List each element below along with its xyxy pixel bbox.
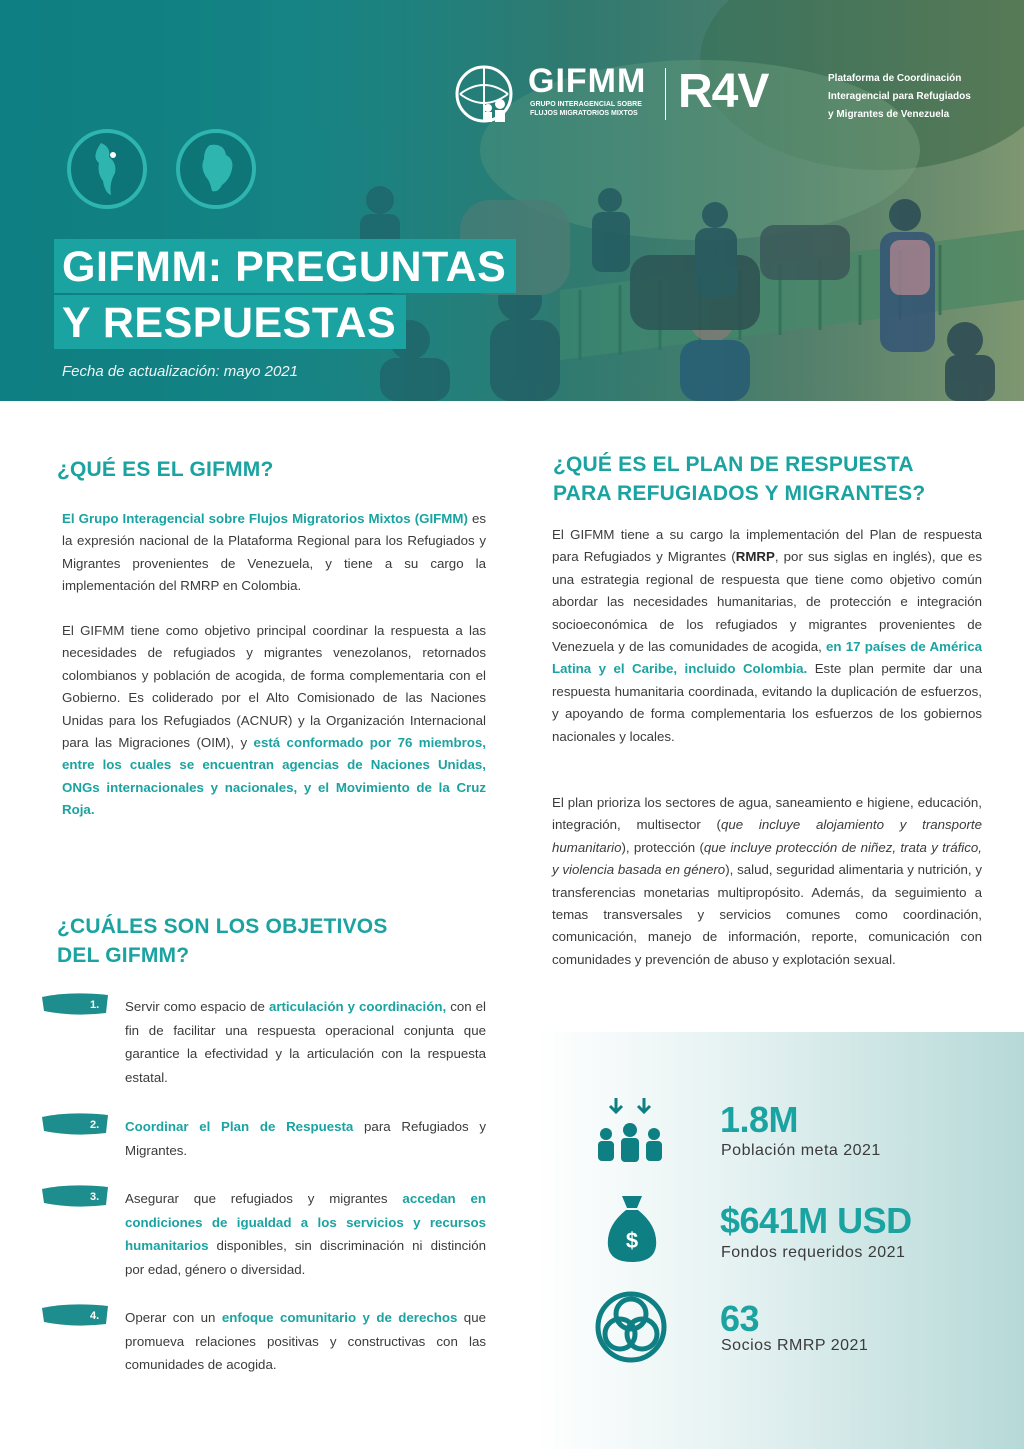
brush-stroke-marker bbox=[40, 1302, 110, 1328]
r4v-subtitle-line: Plataforma de Coordinación bbox=[828, 73, 962, 84]
objective-text bbox=[125, 995, 486, 1089]
highlight-text: accedan en condiciones de igualdad a los servicios y recursos humanitarios bbox=[125, 1191, 486, 1254]
stat-value-poblacion: 1.8M bbox=[720, 1099, 799, 1140]
money-bag-icon bbox=[602, 1192, 662, 1264]
r4v-logo-subtitle bbox=[828, 70, 988, 124]
page-title-line-2: Y RESPUESTAS bbox=[54, 295, 406, 349]
update-date: Fecha de actualización: mayo 2021 bbox=[62, 363, 298, 380]
body-text: Servir como espacio de bbox=[125, 999, 269, 1014]
body-text: El GIFMM tiene como objetivo principal coordinar la respuesta a las necesidades de refugiados y migrantes venezolanos, retornados colombianos y población de acogida, de forma complementaria con el Gobierno. Es coliderado por el Alto Comisionado de las Naciones Unidas para los Refugiados (ACNUR) y la Organización Internacional para las Migraciones (OIM), y bbox=[62, 623, 486, 751]
body-text: disponibles, sin discriminación ni distinción por edad, género o diversidad. bbox=[125, 1238, 486, 1277]
objective-text bbox=[125, 1306, 486, 1377]
brush-stroke-marker bbox=[40, 991, 110, 1017]
body-text: con el fin de facilitar una respuesta operacional conjunta que garantice la efectividad y la articulación con la respuesta estatal. bbox=[125, 999, 487, 1085]
section-title-line: DEL GIFMM? bbox=[57, 944, 190, 967]
hero-banner bbox=[0, 0, 1024, 401]
colombia-map-icon bbox=[176, 129, 256, 209]
gifmm-globe-people-icon bbox=[450, 64, 522, 124]
objective-text bbox=[125, 1115, 486, 1162]
section-title-objetivos bbox=[57, 912, 388, 970]
stat-value-socios: 63 bbox=[720, 1298, 760, 1339]
gifmm-logo-subtitle: GRUPO INTERAGENCIAL SOBRE FLUJOS MIGRATORIOS MIXTOS bbox=[530, 101, 642, 117]
gifmm-logo-text: GIFMM bbox=[528, 62, 647, 100]
bold-text: RMRP bbox=[735, 549, 775, 565]
paragraph-rmrp-sectors bbox=[552, 792, 982, 971]
highlight-text: en 17 países de América Latina y el Caribe, incluido Colombia. bbox=[552, 639, 982, 677]
logo-bar bbox=[450, 62, 980, 124]
body-text: Asegurar que refugiados y migrantes bbox=[125, 1191, 403, 1206]
paragraph-gifmm-definition bbox=[62, 508, 486, 598]
body-text: para Refugiados y Migrantes. bbox=[125, 1119, 486, 1158]
body-text: Operar con un bbox=[125, 1310, 222, 1325]
stat-label-fondos: Fondos requeridos 2021 bbox=[721, 1244, 906, 1261]
interlocking-rings-icon bbox=[594, 1290, 668, 1364]
r4v-subtitle-line: y Migrantes de Venezuela bbox=[828, 109, 950, 120]
stat-label-poblacion: Población meta 2021 bbox=[721, 1142, 881, 1159]
body-text: ), protección ( bbox=[621, 839, 704, 855]
highlight-text: El Grupo Interagencial sobre Flujos Migratorios Mixtos (GIFMM) bbox=[62, 511, 468, 526]
logo-divider bbox=[665, 68, 666, 120]
section-title-plan-respuesta bbox=[553, 450, 925, 508]
r4v-logo-text: R4V bbox=[678, 65, 769, 118]
section-title-line: PARA REFUGIADOS Y MIGRANTES? bbox=[553, 482, 926, 505]
svg-text:$: $ bbox=[625, 1228, 639, 1253]
body-text: El plan prioriza los sectores de agua, saneamiento e higiene, educación, integración, multisector ( bbox=[552, 795, 982, 833]
body-text: que promueva relaciones positivas y constructivas con las comunidades de acogida. bbox=[125, 1310, 486, 1373]
stat-label-socios: Socios RMRP 2021 bbox=[721, 1337, 869, 1354]
highlight-text: Coordinar el Plan de Respuesta bbox=[125, 1119, 354, 1134]
objective-text bbox=[125, 1187, 486, 1281]
section-title-line: ¿QUÉ ES EL PLAN DE RESPUESTA bbox=[553, 453, 914, 476]
brush-stroke-marker bbox=[40, 1111, 110, 1137]
americas-globe-icon bbox=[67, 129, 147, 209]
highlight-text: está conformado por 76 miembros, entre los cuales se encuentran agencias de Naciones Unidas, ONGs internacionales y nacionales, y el Movimiento de la Cruz Roja. bbox=[62, 735, 486, 818]
paragraph-rmrp-definition bbox=[552, 524, 982, 748]
section-title-line: ¿CUÁLES SON LOS OBJETIVOS bbox=[57, 915, 388, 938]
italic-text: que incluye alojamiento y transporte humanitario bbox=[552, 817, 982, 855]
objective-number: 3. bbox=[90, 1191, 100, 1203]
body-text: ), salud, seguridad alimentaria y nutrición, y transferencias monetarias multipropósito. Además, da seguimiento a temas transversales y servicios comunes como coordinación, comunicación, manejo de información, reporte, comunicación con comunidades y prevención de abuso y explotación sexual. bbox=[552, 862, 982, 967]
body-text: , por sus siglas en inglés), que es una estrategia regional de respuesta que tiene como objetivo común abordar las necesidades humanitarias, de protección e integración socioeconómica de los refugiados y migrantes provenientes de Venezuela y de las comunidades de acogida, bbox=[552, 549, 983, 655]
stat-value-fondos: $641M USD bbox=[720, 1200, 912, 1241]
highlight-text: articulación y coordinación, bbox=[268, 999, 447, 1014]
objective-number: 4. bbox=[90, 1310, 100, 1322]
objective-number: 2. bbox=[90, 1119, 100, 1131]
objective-number: 1. bbox=[90, 999, 100, 1011]
body-text: es la expresión nacional de la Plataforma Regional para los Refugiados y Migrantes provenientes de Venezuela, y tiene a su cargo la implementación del RMRP en Colombia. bbox=[62, 511, 486, 594]
page-title-line-1: GIFMM: PREGUNTAS bbox=[54, 239, 516, 293]
body-text: Este plan permite dar una respuesta humanitaria coordinada, evitando la duplicación de esfuerzos, y apoyando de forma complementaria los esfuerzos de los gobiernos nacionales y locales. bbox=[552, 661, 982, 744]
body-text: El GIFMM tiene a su cargo la implementación del Plan de respuesta para Refugiados y Migrantes ( bbox=[552, 527, 982, 565]
paragraph-gifmm-objective bbox=[62, 620, 486, 822]
section-title-que-es-gifmm: ¿QUÉ ES EL GIFMM? bbox=[57, 458, 274, 481]
r4v-subtitle-line: Interagencial para Refugiados bbox=[828, 91, 971, 102]
italic-text: que incluye protección de niñez, trata y tráfico, y violencia basada en género bbox=[552, 839, 982, 878]
people-arrows-icon bbox=[594, 1094, 670, 1166]
brush-stroke-marker bbox=[40, 1183, 110, 1209]
highlight-text: enfoque comunitario y de derechos bbox=[221, 1310, 458, 1325]
